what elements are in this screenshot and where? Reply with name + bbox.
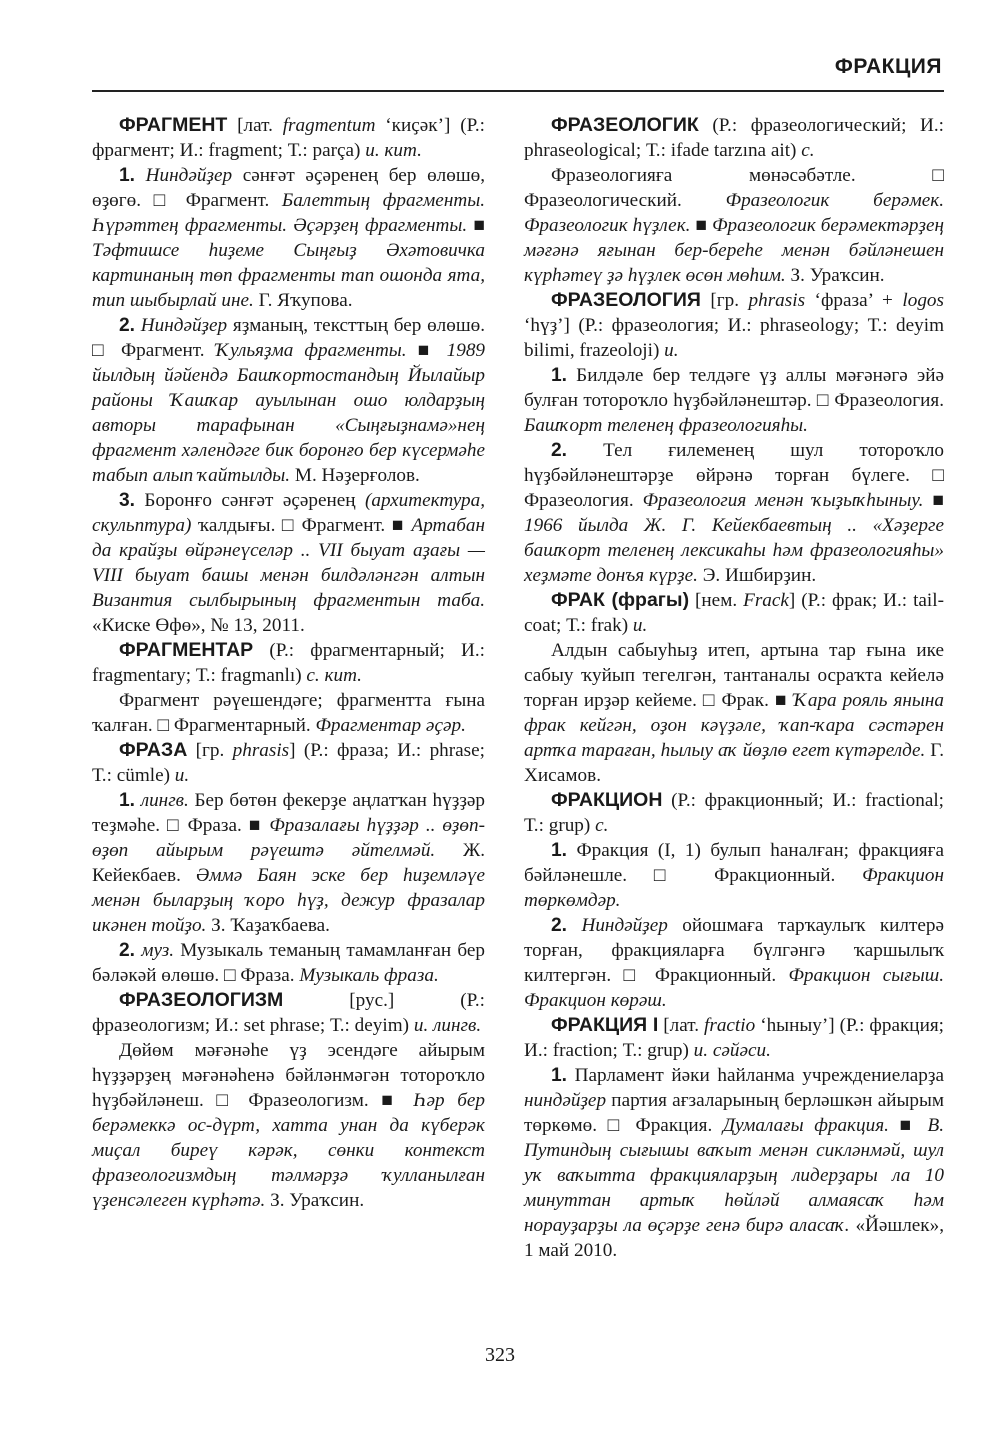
entry-paragraph bbox=[92, 1038, 485, 1213]
definition-text bbox=[135, 165, 146, 186]
example-text: Ҡара рояль янына фрак кейгән, оҙон кәүҙәле, ҡап-ҡара сәстәрен артҡа тараған, һылыу аҡ йөҙлө егет күтәрелде. bbox=[524, 690, 944, 761]
entry-paragraph bbox=[524, 1063, 944, 1263]
etymon-text: logos bbox=[902, 290, 944, 311]
definition-text: партия ағзаларының берләшкән айырым төркөмө. □ Фракция. bbox=[524, 1090, 944, 1136]
citation-text: ■ bbox=[888, 1115, 928, 1136]
definition-text: Билдәле бер телдәге үҙ аллы мәғәнәгә эйә булған тотороҡло һүҙбәйләнештәр. □ Фразеология. bbox=[524, 365, 944, 411]
italic-text: Фразеология менән ҡыҙыҡһыныу. bbox=[642, 490, 924, 511]
entry-paragraph bbox=[524, 438, 944, 588]
etymon-text: phrasis bbox=[748, 290, 806, 311]
gloss-text: [лат. bbox=[658, 1015, 705, 1036]
gloss-text: [нем. bbox=[689, 590, 744, 611]
gloss-text: [рус.] (Р.: фразеологизм; И.: set phrase; Т.: deyim) bbox=[92, 990, 485, 1036]
italic-text: ниндәйҙер bbox=[524, 1090, 607, 1111]
gloss-text: (Р.: фракционный; И.: fractional; Т.: grup) bbox=[524, 790, 944, 836]
definition-text: Фрагмент рәүешендәге; фрагментта ғына ҡалған. □ Фрагментарный. bbox=[92, 690, 485, 736]
headword: ФРАЗА bbox=[119, 739, 188, 761]
part-of-speech: и. кит. bbox=[365, 140, 422, 161]
example-text: Фразеологик берәмектәрҙең мәғәнә яғынан бер-береһе менән бәйләнешен күрһәтеү ҙә һүҙлек өсөн мөһим. bbox=[524, 215, 945, 286]
gloss-text: ‘һүҙ’] (Р.: фразеология; И.: phraseology; Т.: deyim bilimi, frazeoloji) bbox=[524, 315, 944, 361]
citation-author: М. Нәҙерғолов. bbox=[290, 465, 420, 486]
definition-text: Парламент йәки һайланма учреждениеларҙа bbox=[567, 1065, 944, 1086]
example-text: Фразалағы һүҙҙәр .. өҙөп-өҙөп айырым рәүештә әйтелмәй. bbox=[92, 815, 485, 861]
sense-number: 1. bbox=[119, 165, 136, 186]
definition-text: Бер бөтөн фекерҙе аңлатҡан һүҙҙәр теҙмәһе. □ Фраза. ■ bbox=[92, 790, 486, 836]
part-of-speech: и. сәйәси. bbox=[693, 1040, 771, 1061]
entry-paragraph bbox=[524, 113, 944, 163]
entry-paragraph bbox=[92, 988, 485, 1038]
gloss-text: ‘фраза’ + bbox=[805, 290, 903, 311]
part-of-speech: с. bbox=[801, 140, 815, 161]
example-text: Тәфтишсе һиҙеме Сыңғыҙ Әхәтовичка картинаның төп фрагменты тап ошонда ята, тип шыбырлай ине. bbox=[92, 240, 485, 311]
right-column bbox=[524, 113, 944, 1263]
page-number: 323 bbox=[485, 1344, 515, 1366]
sense-number: 1. bbox=[119, 790, 136, 811]
example-text: Балеттың фрагменты. Һүрәттең фрагменты. Әҫәрҙең фрагменты. bbox=[92, 190, 485, 236]
italic-text: Ниндәйҙер bbox=[581, 915, 668, 936]
headword: ФРАГМЕНТ bbox=[119, 114, 228, 136]
gloss-text: [лат. bbox=[227, 115, 283, 136]
headword: ФРАГМЕНТАР bbox=[119, 639, 254, 661]
entry-paragraph bbox=[92, 738, 485, 788]
example-text: 1966 йылда Ж. Г. Кейекбаевтың .. «Хәҙерге башҡорт теленең лексикаһы һәм фразеологияһы» хеҙмәте донъя күрҙе. bbox=[524, 515, 944, 586]
part-of-speech: с. bbox=[595, 815, 609, 836]
entry-paragraph bbox=[524, 1013, 944, 1063]
example-text: Артабан да крайҙы өйрәнеүселәр .. VII быуат аҙағы — VIII быуат башы менән билдәләнгән алтын Византия сылбырының фрагментын таба. bbox=[92, 515, 485, 611]
running-head: ФРАКЦИЯ bbox=[834, 55, 942, 78]
entry-paragraph bbox=[524, 163, 944, 288]
etymon-text: fragmentum bbox=[282, 115, 376, 136]
headword: ФРАКЦИОН bbox=[551, 789, 663, 811]
italic-text: Ниндәйҙер bbox=[145, 165, 233, 186]
headword: ФРАЗЕОЛОГИК bbox=[551, 114, 699, 136]
citation-author: З. Ҡаҙаҡбаева. bbox=[206, 915, 330, 936]
example-text: Музыкаль фраза. bbox=[299, 965, 439, 986]
italic-text: Ниндәйҙер bbox=[140, 315, 228, 336]
sense-number: 1. bbox=[551, 1065, 568, 1086]
entry-paragraph bbox=[524, 363, 944, 438]
part-of-speech: и. лингв. bbox=[413, 1015, 482, 1036]
sense-number: 1. bbox=[551, 365, 568, 386]
definition-text: Дөйөм мәғәнәһе үҙ эсендәге айырым һүҙҙәрҙең мәғәнәһенә бәйләнмәгән тотороҡло һүҙбәйләнеш. □ Фразеологизм. ■ bbox=[92, 1040, 485, 1111]
sense-number: 2. bbox=[551, 440, 568, 461]
definition-text: ■ bbox=[690, 215, 713, 236]
citation-text: ■ bbox=[467, 215, 485, 236]
definition-text: ҡалдығы. □ Фрагмент. ■ bbox=[191, 515, 412, 536]
gloss-text: (Р.: фразеологический; И.: phraseological; Т.: ifade tarzına ait) bbox=[524, 115, 944, 161]
entry-paragraph bbox=[92, 638, 485, 688]
gloss-text: ‘киҫәк’] (Р.: фрагмент; И.: fragment; Т.: parça) bbox=[92, 115, 485, 161]
example-text: Фракцион сығыш. Фракцион көрәш. bbox=[524, 965, 944, 1011]
sense-number: 2. bbox=[551, 915, 568, 936]
example-text: 1989 йылдың йәйендә Башҡортостандың Йылайыр районы Ҡашҡар ауылынан ошо юлдарҙың авторы тарафынан «Сыңғыҙнамә»нең фрагмент хәлендәге бик боронғо бер күсермәһе табып алып ҡайтылды. bbox=[92, 340, 486, 486]
italic-text: лингв. bbox=[140, 790, 189, 811]
gloss-text: ] (Р.: фрак; И.: tail-coat; Т.: frak) bbox=[524, 590, 944, 636]
headword: ФРАКЦИЯ I bbox=[551, 1014, 659, 1036]
gloss-text: [гр. bbox=[700, 290, 749, 311]
entry-paragraph bbox=[524, 788, 944, 838]
citation-text: Э. Ишбирҙин. bbox=[697, 565, 817, 586]
definition-text bbox=[567, 915, 581, 936]
example-text: Һәр бер берәмеккә ос-дүрт, хатта унан да күберәк миҫал биреү кәрәк, сөнки контекст фразеологизмдың тәлмәрҙә ҡулланылған үҙенсәлеген күрһәтә. bbox=[92, 1090, 486, 1211]
part-of-speech: с. кит. bbox=[306, 665, 362, 686]
part-of-speech: и. bbox=[664, 340, 679, 361]
gloss-text: ] (Р.: фраза; И.: phrase; Т.: cümle) bbox=[92, 740, 485, 786]
citation-text: Ж. Кейекбаев. bbox=[92, 840, 485, 886]
citation-author: З. Ураҡсин. bbox=[265, 1190, 365, 1211]
header-rule bbox=[92, 90, 944, 92]
headword: ФРАК (фрагы) bbox=[551, 589, 690, 611]
citation-text: «Киске Өфө», № 13, 2011. bbox=[92, 615, 305, 636]
definition-text: Тел ғилеменең шул тотороҡло һүҙбәйләнештәрҙе өйрәнә торған бүлеге. □ Фразеология. bbox=[524, 440, 944, 511]
definition-text: яҙманың, тексттың бер өлөшө. □ Фрагмент. bbox=[92, 315, 486, 361]
definition-text: Музыкаль теманың тамамланған бер бәләкәй өлөшө. □ Фраза. bbox=[92, 940, 485, 986]
entry-paragraph bbox=[524, 838, 944, 913]
italic-text: Фракцион төркөмдәр. bbox=[524, 865, 944, 911]
entry-paragraph bbox=[92, 113, 485, 163]
example-text: Фразеологик берәмек. Фразеологик һүҙлек. bbox=[524, 190, 944, 236]
sense-number: 2. bbox=[119, 315, 136, 336]
entry-paragraph bbox=[92, 788, 485, 938]
sense-number: 2. bbox=[119, 940, 136, 961]
example-text: Ҡульяҙма фрагменты. bbox=[215, 340, 407, 361]
entry-paragraph bbox=[92, 163, 485, 313]
entry-paragraph bbox=[524, 588, 944, 638]
citation-author: Г. Хисамов. bbox=[524, 740, 944, 786]
italic-text: (архитектура, скульптура) bbox=[92, 490, 485, 536]
entry-paragraph bbox=[92, 488, 485, 638]
citation-text: ■ bbox=[406, 340, 447, 361]
definition-text: Фразеологияға мөнәсәбәтле. □ Фразеологический. bbox=[524, 165, 944, 211]
example-text: В. Путиндың сығышы ваҡыт менән сикләнмәй, шул уҡ ваҡытта фракцияларҙың лидерҙары ла 10 минуттан артыҡ һөйләй алмаясаҡ һәм норауҙарҙы ла өҫәрҙе генә бирә аласаҡ. bbox=[524, 1115, 944, 1236]
headword: ФРАЗЕОЛОГИЗМ bbox=[119, 989, 284, 1011]
definition-text: сәнғәт әҫәренең бер өлөшө, өҙөгө. □ Фрагмент. bbox=[92, 165, 485, 211]
sense-number: 1. bbox=[551, 840, 568, 861]
definition-text: ■ bbox=[923, 490, 945, 511]
part-of-speech: и. bbox=[632, 615, 648, 636]
entry-paragraph bbox=[92, 938, 485, 988]
definition-text: Фракция (I, 1) булып һаналған; фракцияға бәйләнешле. □ Фракционный. bbox=[524, 840, 944, 886]
part-of-speech: и. bbox=[174, 765, 190, 786]
example-text: Фрагментар әҫәр. bbox=[315, 715, 466, 736]
headword: ФРАЗЕОЛОГИЯ bbox=[551, 289, 701, 311]
citation-author: З. Ураҡсин. bbox=[785, 265, 885, 286]
entry-paragraph bbox=[92, 313, 485, 488]
definition-text: ойошмаға тарҡаулыҡ килтерә торған, фракцияларға бүлгәнгә ҡаршылыҡ килтергән. □ Фракционный. bbox=[524, 915, 945, 986]
citation-author: Г. Яҡупова. bbox=[253, 290, 353, 311]
definition-text: Боронғо сәнғәт әҫәренең bbox=[135, 490, 365, 511]
etymon-text: Frack bbox=[743, 590, 789, 611]
gloss-text: (Р.: фрагментарный; И.: fragmentary; Т.: fragmanlı) bbox=[92, 640, 485, 686]
entry-paragraph bbox=[524, 913, 944, 1013]
definition-text: Алдын сабыуһыҙ итеп, артына тар ғына ике сабыу ҡуйып тегелгән, тантаналы осраҡта кейелә торған ирҙәр кейеме. □ Фрак. ■ bbox=[524, 640, 944, 711]
gloss-text: ‘һыныу’] (Р.: фракция; И.: fraction; Т.: grup) bbox=[524, 1015, 944, 1061]
etymon-text: fractio bbox=[704, 1015, 756, 1036]
left-column bbox=[92, 113, 485, 1213]
example-text: Әммә Баян эске бер һиҙемләүе менән быларҙың ҡоро һүҙ, дежур фразалар икәнен тойҙо. bbox=[92, 865, 485, 936]
italic-text: Башҡорт теленең фразеологияһы. bbox=[524, 415, 808, 436]
citation-author: «Йәшлек», 1 май 2010. bbox=[524, 1215, 945, 1261]
sense-number: 3. bbox=[119, 490, 136, 511]
entry-paragraph bbox=[524, 288, 944, 363]
italic-text: муз. bbox=[141, 940, 175, 961]
entry-paragraph bbox=[524, 638, 944, 788]
example-text: Думалағы фракция. bbox=[722, 1115, 889, 1136]
gloss-text: [гр. bbox=[187, 740, 233, 761]
entry-paragraph bbox=[92, 688, 485, 738]
etymon-text: phrasis bbox=[232, 740, 290, 761]
